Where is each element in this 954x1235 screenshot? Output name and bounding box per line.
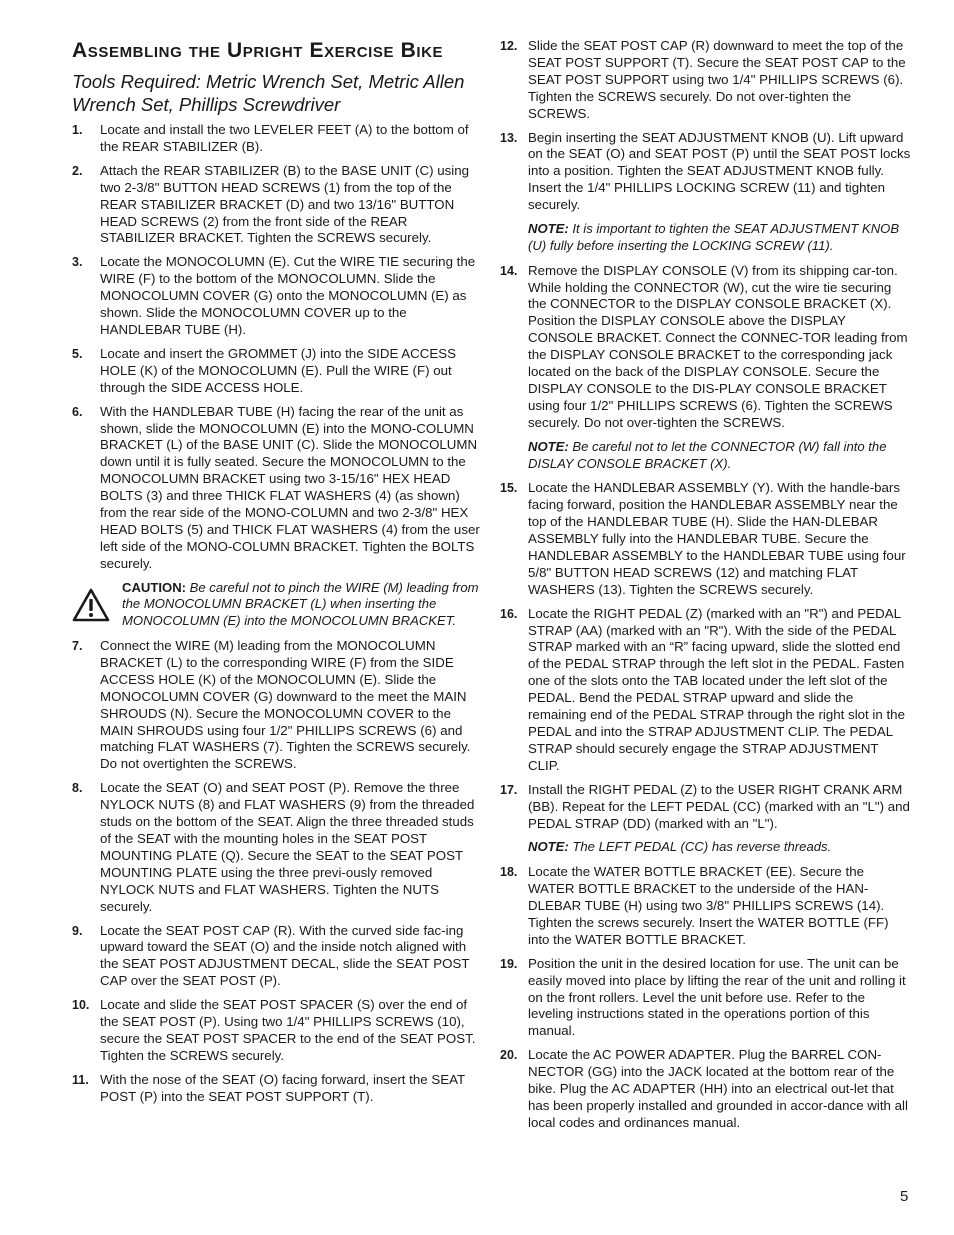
note-label: NOTE: [528, 839, 569, 855]
note-label: NOTE: [528, 438, 569, 454]
step-text: Begin inserting the SEAT ADJUSTMENT KNOB (U). Lift upward on the SEAT (O) and SEAT POST (P) until the SEAT POST locks into a position. Tighten the SEAT ADJUSTMENT KNOB fully. Insert the 1/4" PHILLIPS LOCKING SCREW (11) and tighten securely. [528, 129, 911, 213]
step-20 [500, 1047, 912, 1132]
step-10 [72, 997, 482, 1065]
step-number: 13. [500, 130, 518, 145]
step-text: Position the unit in the desired location for use. The unit can be easily moved into place by lifting the rear of the unit and rolling it on the front rollers. Level the unit before use. Refer to the leveling instructions stated in the operations portion of this manual. [528, 955, 906, 1039]
step-number: 15. [500, 481, 518, 496]
step-text: Attach the REAR STABILIZER (B) to the BASE UNIT (C) using two 2-3/8" BUTTON HEAD SCREWS (1) from the top of the REAR STABILIZER BRACKET (D) and two 13/16" BUTTON HEAD SCREWS (2) from the front side of the REAR STABILIZER BRACKET. Tighten the SCREWS securely. [100, 162, 469, 246]
step-text: Locate the HANDLEBAR ASSEMBLY (Y). With the handle-bars facing forward, position the HANDLEBAR ASSEMBLY near the top of the HANDLEBAR TUBE (H). Slide the HAN-DLEBAR ASSEMBLY fully into the HANDLEBAR TUBE. Secure the HANDLEBAR ASSEMBLY to the HANDLEBAR TUBE using four 5/8" BUTTON HEAD SCREWS (12) and matching FLAT WASHERS (13). Tighten the SCREWS securely. [528, 480, 906, 597]
step-11 [72, 1072, 482, 1106]
step-text: Locate and slide the SEAT POST SPACER (S) over the end of the SEAT POST (P). Using two 1/4" PHILLIPS SCREWS (10), secure the SEAT POST SPACER to the end of the SEAT POST. Tighten the SCREWS securely. [100, 997, 476, 1063]
step-text: Locate the WATER BOTTLE BRACKET (EE). Secure the WATER BOTTLE BRACKET to the underside of the HAN-DLEBAR TUBE (H) using two 3/8" PHILLIPS SCREWS (14). Tighten the screws securely. Insert the WATER BOTTLE (FF) into the WATER BOTTLE BRACKET. [528, 864, 889, 947]
step-number: 10. [72, 998, 90, 1013]
step-text: Slide the SEAT POST CAP (R) downward to meet the top of the SEAT POST SUPPORT (T). Secure the SEAT POST CAP to the SEAT POST SUPPORT using two 1/4" PHILLIPS SCREWS (6). Tighten the SCREWS securely. Do not over-tighten the SCREWS. [528, 38, 906, 121]
step-3 [72, 254, 482, 339]
note-text: The LEFT PEDAL (CC) has reverse threads. [568, 839, 832, 855]
note-label: NOTE: [528, 221, 569, 237]
step-number: 18. [500, 865, 518, 880]
step-text: Locate and install the two LEVELER FEET (A) to the bottom of the REAR STABILIZER (B). [100, 122, 469, 154]
section-heading: Assembling the Upright Exercise Bike [72, 39, 444, 62]
step-1 [72, 122, 482, 156]
warning-triangle-icon [72, 588, 110, 622]
step-number: 16. [500, 606, 518, 621]
step-text: With the HANDLEBAR TUBE (H) facing the rear of the unit as shown, slide the MONOCOLUMN (E) into the MONO-COLUMN BRACKET (L) of the BASE UNIT (C). Slide the MONOCOLUMN down until it is fully seated. Secure the MONOCOLUMN to the MONOCOLUMN BRACKET using two 3-15/16" HEX HEAD BOLTS (3) and three THICK FLAT WASHERS (4) (as shown) from the rear side of the MONO-COLUMN and two 2-3/8" HEX HEAD BOLTS (5) and THICK FLAT WASHERS (4) from the user left side of the MONO-COLUMN BRACKET. Tighten the BOLTS securely. [100, 403, 480, 571]
step-number: 8. [72, 781, 83, 796]
caution-text: Be careful not to pinch the WIRE (M) leading from the MONOCOLUMN BRACKET (L) when inserting the MONOCOLUMN (E) into the MONOCOLUMN BRACKET. [122, 579, 479, 629]
right-column [500, 38, 912, 1139]
step-17 [500, 782, 912, 833]
step-5 [72, 346, 482, 397]
step-18 [500, 864, 912, 949]
step-number: 1. [72, 123, 83, 137]
step-9 [72, 923, 482, 991]
step-16 [500, 606, 912, 775]
step-number: 2. [72, 163, 83, 178]
step-19 [500, 956, 912, 1041]
step-text: Locate the RIGHT PEDAL (Z) (marked with an "R") and PEDAL STRAP (AA) (marked with an "R"). With the side of the PEDAL STRAP marked with an “R” facing upward, slide the slotted end of the PEDAL STRAP through the left slot in the PEDAL. Fasten one of the slots onto the TAB located under the left slot of the PEDAL. Bend the PEDAL STRAP upward and slide the remaining end of the PEDAL STRAP through the right slot in the PEDAL and into the STRAP ADJUSTMENT CLIP. The PEDAL STRAP should securely engage the STRAP ADJUSTMENT CLIP. [528, 605, 905, 773]
caution-label: CAUTION: [122, 579, 187, 595]
note-connector [500, 439, 912, 473]
step-text: With the nose of the SEAT (O) facing forward, insert the SEAT POST (P) into the SEAT POST SUPPORT (T). [100, 1071, 465, 1104]
step-number: 3. [72, 255, 83, 270]
step-text: Locate the SEAT POST CAP (R). With the curved side fac-ing upward toward the SEAT (O) and the inside notch aligned with the SEAT POST ADJUSTMENT DECAL, slide the SEAT POST CAP over the SEAT POST (P). [100, 922, 470, 989]
step-text: Locate the SEAT (O) and SEAT POST (P). Remove the three NYLOCK NUTS (8) and FLAT WASHERS (9) from the threaded studs on the bottom of the SEAT. Align the three threaded studs of the SEAT with the mounting holes in the SEAT POST MOUNTING PLATE (Q). Secure the SEAT to the SEAT POST MOUNTING PLATE using the three previ-ously removed NYLOCK NUTS and FLAT WASHERS. Tighten the NUTS securely. [100, 780, 475, 914]
left-column [72, 38, 482, 1113]
tools-required: Tools Required: Metric Wrench Set, Metric Allen Wrench Set, Phillips Screwdriver [72, 71, 465, 115]
step-number: 12. [500, 39, 518, 53]
step-13 [500, 130, 912, 215]
step-6 [72, 404, 482, 573]
step-number: 7. [72, 639, 83, 654]
step-text: Remove the DISPLAY CONSOLE (V) from its shipping car-ton. While holding the CONNECTOR (W), cut the wire tie securing the CONNECTOR to the DISPLAY CONSOLE BRACKET (X). Position the DISPLAY CONSOLE above the DISPLAY CONSOLE BRACKET. Connect the CONNEC-TOR leading from the DISPLAY CONSOLE BRACKET to the corresponding jack located on the back of the DISPLAY CONSOLE. Secure the DISPLAY CONSOLE to the DIS-PLAY CONSOLE BRACKET using four 1/2" PHILLIPS SCREWS (6). Tighten the SCREWS securely. Do not over-tighten the SCREWS. [528, 262, 908, 430]
step-number: 9. [72, 923, 83, 938]
step-text: Locate the MONOCOLUMN (E). Cut the WIRE TIE securing the WIRE (F) to the bottom of the MONOCOLUMN. Slide the MONOCOLUMN COVER (G) onto the MONOCOLUMN (E) as shown. Slide the MONOCOLUMN COVER up to the HANDLEBAR TUBE (H). [100, 254, 476, 337]
page-number: 5 [900, 1188, 909, 1205]
step-number: 5. [72, 346, 83, 361]
step-8 [72, 780, 482, 915]
step-15 [500, 480, 912, 598]
step-text: Connect the WIRE (M) leading from the MONOCOLUMN BRACKET (L) to the corresponding WIRE (F) from the SIDE ACCESS HOLE (K) of the MONOCOLUMN (E). Slide the MONOCOLUMN COVER (G) downward to the meet the MAIN SHROUDS (N). Secure the MONOCOLUMN COVER to the MAIN SHROUDS using four 1/2" PHILLIPS SCREWS (6) and matching FLAT WASHERS (7). Tighten the SCREWS securely. Do not overtighten the SCREWS. [100, 638, 471, 772]
step-number: 20. [500, 1048, 518, 1063]
step-number: 11. [72, 1072, 89, 1087]
note-text: Be careful not to let the CONNECTOR (W) fall into the DISLAY CONSOLE BRACKET (X). [528, 438, 887, 471]
step-number: 6. [72, 404, 83, 419]
step-number: 17. [500, 782, 518, 797]
step-text: Locate the AC POWER ADAPTER. Plug the BARREL CON-NECTOR (GG) into the JACK located at the bottom rear of the bike. Plug the AC ADAPTER (HH) into an electrical out-let that has been properly installed and grounded in accor-dance with all local codes and ordinances manual. [528, 1047, 908, 1130]
step-14 [500, 263, 912, 432]
note-left-pedal [500, 839, 912, 856]
step-12 [500, 38, 912, 123]
note-text: It is important to tighten the SEAT ADJUSTMENT KNOB (U) fully before inserting the LOCKING SCREW (11). [528, 221, 900, 253]
step-number: 14. [500, 263, 518, 278]
step-7 [72, 638, 482, 773]
step-text: Install the RIGHT PEDAL (Z) to the USER RIGHT CRANK ARM (BB). Repeat for the LEFT PEDAL (CC) (marked with an "L") and PEDAL STRAP (DD) (marked with an "L"). [528, 781, 910, 831]
step-2 [72, 163, 482, 248]
step-number: 19. [500, 956, 518, 971]
caution-block [72, 580, 482, 630]
note-seat-knob [500, 221, 912, 255]
step-text: Locate and insert the GROMMET (J) into the SIDE ACCESS HOLE (K) of the MONOCOLUMN (E). Pull the WIRE (F) out through the SIDE ACCESS HOLE. [100, 345, 456, 395]
